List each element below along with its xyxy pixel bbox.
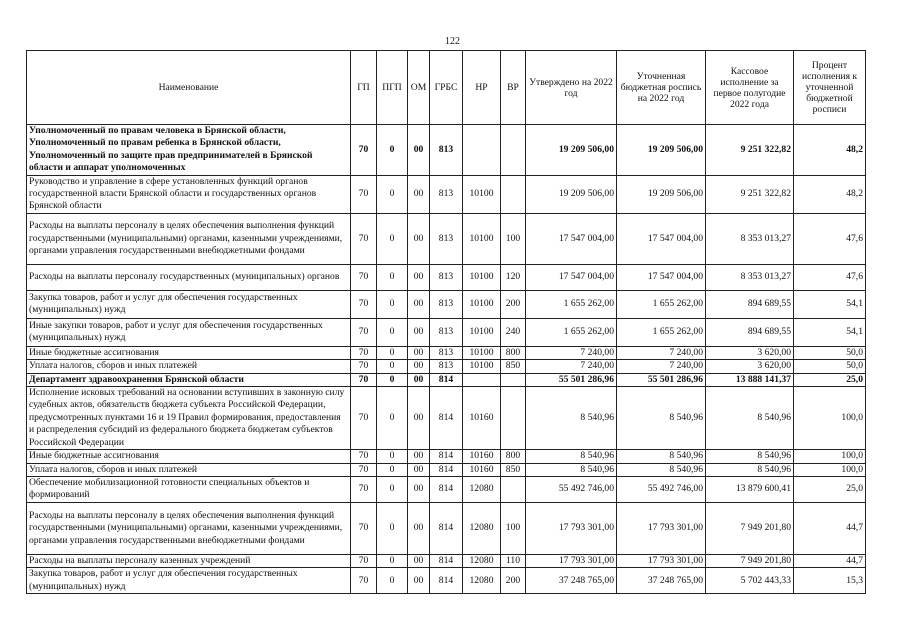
cell-percent: 100,0 <box>794 450 866 463</box>
table-row <box>27 213 866 264</box>
table-row <box>27 476 866 502</box>
cell-np: 12080 <box>463 476 501 502</box>
cell-om: 00 <box>408 463 430 476</box>
cell-om: 00 <box>408 346 430 359</box>
cell-percent: 48,2 <box>794 175 866 213</box>
cell-gp: 70 <box>351 360 377 373</box>
cell-ppgp: 0 <box>377 290 408 318</box>
cell-om: 00 <box>408 213 430 264</box>
header-ppgp: ПГП <box>377 51 408 125</box>
cell-refined: 19 209 506,00 <box>617 175 706 213</box>
header-grbs: ГРБС <box>430 51 463 125</box>
cell-vr: 200 <box>501 568 526 594</box>
cell-np: 10100 <box>463 360 501 373</box>
cell-approved: 8 540,96 <box>526 387 617 450</box>
cell-om: 00 <box>408 502 430 554</box>
cell-refined: 1 655 262,00 <box>617 318 706 346</box>
cell-gp: 70 <box>351 175 377 213</box>
cell-ppgp: 0 <box>377 264 408 290</box>
cell-name: Расходы на выплаты персоналу государственных (муниципальных) органов <box>27 264 351 290</box>
cell-gp: 70 <box>351 346 377 359</box>
cell-percent: 100,0 <box>794 387 866 450</box>
cell-np: 10100 <box>463 175 501 213</box>
cell-cash: 8 540,96 <box>706 463 794 476</box>
table-row <box>27 463 866 476</box>
cell-percent: 100,0 <box>794 463 866 476</box>
cell-percent: 25,0 <box>794 476 866 502</box>
cell-vr: 200 <box>501 290 526 318</box>
cell-grbs: 813 <box>430 125 463 176</box>
cell-gp: 70 <box>351 476 377 502</box>
cell-name: Иные бюджетные ассигнования <box>27 346 351 359</box>
table-row <box>27 502 866 554</box>
cell-grbs: 813 <box>430 175 463 213</box>
cell-vr: 100 <box>501 213 526 264</box>
cell-grbs: 814 <box>430 568 463 594</box>
table-row <box>27 450 866 463</box>
cell-approved: 7 240,00 <box>526 360 617 373</box>
cell-approved: 17 547 004,00 <box>526 213 617 264</box>
cell-cash: 8 540,96 <box>706 387 794 450</box>
cell-ppgp: 0 <box>377 373 408 386</box>
cell-cash: 9 251 322,82 <box>706 175 794 213</box>
cell-gp: 70 <box>351 463 377 476</box>
cell-refined: 17 793 301,00 <box>617 502 706 554</box>
cell-np: 10100 <box>463 213 501 264</box>
table-row <box>27 360 866 373</box>
cell-ppgp: 0 <box>377 387 408 450</box>
cell-grbs: 813 <box>430 290 463 318</box>
cell-gp: 70 <box>351 387 377 450</box>
cell-approved: 1 655 262,00 <box>526 290 617 318</box>
cell-grbs: 814 <box>430 554 463 567</box>
cell-approved: 7 240,00 <box>526 346 617 359</box>
cell-cash: 8 353 013,27 <box>706 213 794 264</box>
cell-name: Уполномоченный по правам человека в Брянской области, Уполномоченный по правам ребенка в Брянской области, Уполномоченный по защите прав предпринимателей в Брянской области и аппарат уполномоченных <box>27 125 351 176</box>
header-approved: Утверждено на 2022 год <box>526 51 617 125</box>
cell-name: Иные бюджетные ассигнования <box>27 450 351 463</box>
cell-gp: 70 <box>351 290 377 318</box>
cell-percent: 48,2 <box>794 125 866 176</box>
cell-approved: 19 209 506,00 <box>526 175 617 213</box>
cell-om: 00 <box>408 476 430 502</box>
budget-table <box>26 50 866 594</box>
cell-gp: 70 <box>351 125 377 176</box>
cell-name: Иные закупки товаров, работ и услуг для обеспечения государственных (муниципальных) нужд <box>27 318 351 346</box>
cell-name: Расходы на выплаты персоналу казенных учреждений <box>27 554 351 567</box>
cell-refined: 8 540,96 <box>617 450 706 463</box>
cell-ppgp: 0 <box>377 502 408 554</box>
cell-np: 10160 <box>463 387 501 450</box>
cell-gp: 70 <box>351 264 377 290</box>
cell-refined: 37 248 765,00 <box>617 568 706 594</box>
cell-gp: 70 <box>351 554 377 567</box>
cell-ppgp: 0 <box>377 213 408 264</box>
cell-refined: 7 240,00 <box>617 346 706 359</box>
cell-gp: 70 <box>351 450 377 463</box>
cell-grbs: 814 <box>430 450 463 463</box>
header-refined: Уточненная бюджетная роспись на 2022 год <box>617 51 706 125</box>
cell-np: 10100 <box>463 346 501 359</box>
cell-ppgp: 0 <box>377 318 408 346</box>
cell-cash: 894 689,55 <box>706 318 794 346</box>
table-row <box>27 346 866 359</box>
cell-gp: 70 <box>351 502 377 554</box>
cell-approved: 17 793 301,00 <box>526 502 617 554</box>
cell-ppgp: 0 <box>377 125 408 176</box>
cell-om: 00 <box>408 450 430 463</box>
cell-vr: 850 <box>501 463 526 476</box>
header-percent: Процент исполнения к уточненной бюджетной росписи <box>794 51 866 125</box>
cell-grbs: 813 <box>430 264 463 290</box>
header-row <box>27 51 866 125</box>
cell-om: 00 <box>408 554 430 567</box>
cell-cash: 13 879 600,41 <box>706 476 794 502</box>
cell-gp: 70 <box>351 373 377 386</box>
cell-percent: 25,0 <box>794 373 866 386</box>
cell-ppgp: 0 <box>377 568 408 594</box>
cell-name: Расходы на выплаты персоналу в целях обеспечения выполнения функций государственными (муниципальными) органами, казенными учреждениями, органами управления государственными внебюджетными фондами <box>27 502 351 554</box>
cell-approved: 8 540,96 <box>526 463 617 476</box>
cell-name: Уплата налогов, сборов и иных платежей <box>27 360 351 373</box>
cell-percent: 44,7 <box>794 502 866 554</box>
cell-cash: 8 353 013,27 <box>706 264 794 290</box>
cell-cash: 894 689,55 <box>706 290 794 318</box>
cell-om: 00 <box>408 373 430 386</box>
cell-percent: 44,7 <box>794 554 866 567</box>
cell-name: Расходы на выплаты персоналу в целях обеспечения выполнения функций государственными (муниципальными) органами, казенными учреждениями, органами управления государственными внебюджетными фондами <box>27 213 351 264</box>
cell-om: 00 <box>408 360 430 373</box>
page-number: 122 <box>445 36 460 47</box>
table-row <box>27 554 866 567</box>
header-cash: Кассовое исполнение за первое полугодие 2022 года <box>706 51 794 125</box>
cell-grbs: 814 <box>430 476 463 502</box>
cell-approved: 37 248 765,00 <box>526 568 617 594</box>
cell-np: 10160 <box>463 450 501 463</box>
cell-vr: 100 <box>501 502 526 554</box>
cell-cash: 13 888 141,37 <box>706 373 794 386</box>
header-np: НР <box>463 51 501 125</box>
header-om: ОМ <box>408 51 430 125</box>
cell-om: 00 <box>408 290 430 318</box>
cell-ppgp: 0 <box>377 450 408 463</box>
cell-approved: 55 492 746,00 <box>526 476 617 502</box>
cell-refined: 7 240,00 <box>617 360 706 373</box>
cell-ppgp: 0 <box>377 346 408 359</box>
cell-gp: 70 <box>351 213 377 264</box>
cell-name: Закупка товаров, работ и услуг для обеспечения государственных (муниципальных) нужд <box>27 290 351 318</box>
cell-np: 10100 <box>463 264 501 290</box>
cell-approved: 19 209 506,00 <box>526 125 617 176</box>
cell-approved: 1 655 262,00 <box>526 318 617 346</box>
cell-approved: 55 501 286,96 <box>526 373 617 386</box>
cell-cash: 3 620,00 <box>706 360 794 373</box>
cell-grbs: 813 <box>430 360 463 373</box>
cell-percent: 54,1 <box>794 290 866 318</box>
cell-om: 00 <box>408 568 430 594</box>
cell-vr: 110 <box>501 554 526 567</box>
cell-np: 10160 <box>463 463 501 476</box>
cell-vr <box>501 373 526 386</box>
cell-grbs: 814 <box>430 463 463 476</box>
table-row <box>27 318 866 346</box>
cell-grbs: 813 <box>430 213 463 264</box>
cell-vr <box>501 125 526 176</box>
cell-refined: 55 501 286,96 <box>617 373 706 386</box>
cell-cash: 5 702 443,33 <box>706 568 794 594</box>
cell-om: 00 <box>408 125 430 176</box>
cell-grbs: 814 <box>430 387 463 450</box>
cell-vr <box>501 387 526 450</box>
cell-gp: 70 <box>351 568 377 594</box>
table-row <box>27 125 866 176</box>
cell-refined: 55 492 746,00 <box>617 476 706 502</box>
cell-refined: 8 540,96 <box>617 463 706 476</box>
cell-refined: 17 547 004,00 <box>617 264 706 290</box>
cell-vr: 120 <box>501 264 526 290</box>
cell-vr <box>501 476 526 502</box>
cell-refined: 1 655 262,00 <box>617 290 706 318</box>
cell-approved: 8 540,96 <box>526 450 617 463</box>
cell-ppgp: 0 <box>377 476 408 502</box>
header-gp: ГП <box>351 51 377 125</box>
table-row <box>27 387 866 450</box>
cell-ppgp: 0 <box>377 175 408 213</box>
cell-ppgp: 0 <box>377 360 408 373</box>
cell-name: Уплата налогов, сборов и иных платежей <box>27 463 351 476</box>
cell-percent: 47,6 <box>794 213 866 264</box>
header-name: Наименование <box>27 51 351 125</box>
cell-np: 10100 <box>463 318 501 346</box>
table-row <box>27 568 866 594</box>
cell-grbs: 813 <box>430 346 463 359</box>
cell-ppgp: 0 <box>377 463 408 476</box>
cell-np: 12080 <box>463 568 501 594</box>
cell-vr: 800 <box>501 346 526 359</box>
cell-refined: 17 547 004,00 <box>617 213 706 264</box>
cell-grbs: 813 <box>430 318 463 346</box>
cell-grbs: 814 <box>430 502 463 554</box>
cell-vr: 850 <box>501 360 526 373</box>
cell-percent: 50,0 <box>794 346 866 359</box>
cell-refined: 8 540,96 <box>617 387 706 450</box>
cell-np <box>463 373 501 386</box>
cell-vr: 240 <box>501 318 526 346</box>
cell-name: Департамент здравоохранения Брянской области <box>27 373 351 386</box>
cell-gp: 70 <box>351 318 377 346</box>
cell-name: Исполнение исковых требований на основании вступивших в законную силу судебных актов, обязательств бюджета субъекта Российской Федерации, предусмотренных пунктами 16 и 19 Правил формирования, предоставления и распределения субсидий из федерального бюджета бюджетам субъектов Российской Федерации <box>27 387 351 450</box>
cell-name: Закупка товаров, работ и услуг для обеспечения государственных (муниципальных) нужд <box>27 568 351 594</box>
cell-name: Обеспечение мобилизационной готовности специальных объектов и формирований <box>27 476 351 502</box>
cell-cash: 8 540,96 <box>706 450 794 463</box>
cell-refined: 19 209 506,00 <box>617 125 706 176</box>
cell-np: 12080 <box>463 554 501 567</box>
cell-vr <box>501 175 526 213</box>
cell-cash: 7 949 201,80 <box>706 554 794 567</box>
cell-om: 00 <box>408 387 430 450</box>
cell-om: 00 <box>408 264 430 290</box>
cell-percent: 15,3 <box>794 568 866 594</box>
table-row <box>27 175 866 213</box>
cell-name: Руководство и управление в сфере установленных функций органов государственной власти Брянской области и государственных органов Брянской области <box>27 175 351 213</box>
cell-cash: 3 620,00 <box>706 346 794 359</box>
table-row <box>27 373 866 386</box>
cell-approved: 17 793 301,00 <box>526 554 617 567</box>
cell-vr: 800 <box>501 450 526 463</box>
cell-cash: 7 949 201,80 <box>706 502 794 554</box>
table-row <box>27 264 866 290</box>
cell-np: 12080 <box>463 502 501 554</box>
cell-grbs: 814 <box>430 373 463 386</box>
cell-np <box>463 125 501 176</box>
cell-om: 00 <box>408 318 430 346</box>
cell-percent: 47,6 <box>794 264 866 290</box>
cell-om: 00 <box>408 175 430 213</box>
cell-approved: 17 547 004,00 <box>526 264 617 290</box>
cell-cash: 9 251 322,82 <box>706 125 794 176</box>
cell-percent: 54,1 <box>794 318 866 346</box>
cell-np: 10100 <box>463 290 501 318</box>
cell-percent: 50,0 <box>794 360 866 373</box>
table-row <box>27 290 866 318</box>
cell-refined: 17 793 301,00 <box>617 554 706 567</box>
cell-ppgp: 0 <box>377 554 408 567</box>
header-vr: ВР <box>501 51 526 125</box>
